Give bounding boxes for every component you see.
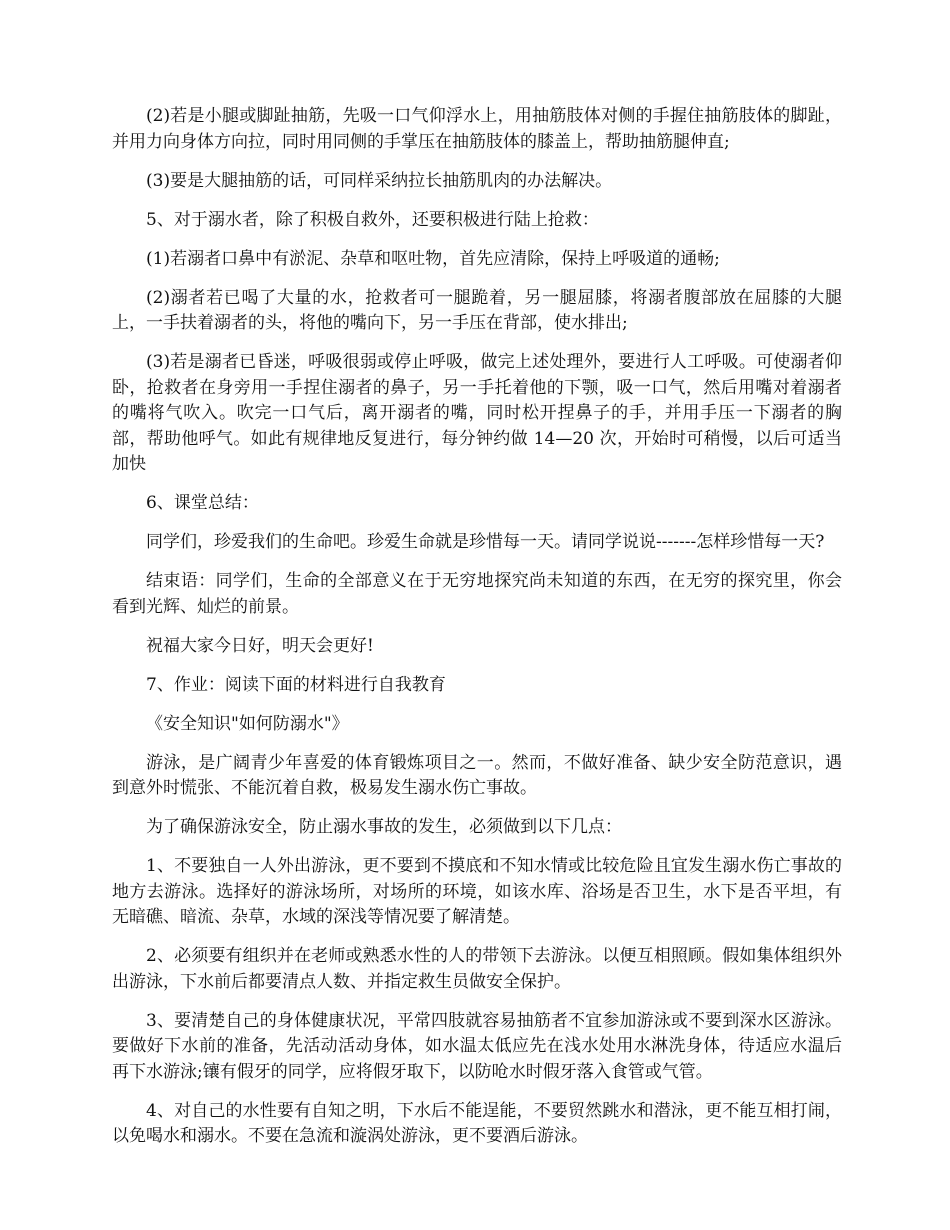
paragraph-point-4: 4、对自己的水性要有自知之明，下水后不能逞能，不要贸然跳水和潜泳，更不能互相打闹，以免喝水和溺水。不要在急流和漩涡处游泳，更不要酒后游泳。 xyxy=(112,1100,842,1146)
paragraph-artificial-respiration: (3)若是溺者已昏迷，呼吸很弱或停止呼吸，做完上述处理外，要进行人工呼吸。可使溺者仰卧，抢救者在身旁用一手捏住溺者的鼻子，另一手托着他的下颚，吸一口气，然后用嘴对着溺者的嘴将气吹入。吹完一口气后，离开溺者的嘴，同时松开捏鼻子的手，并用手压一下溺者的胸部，帮助他呼气。如此有规律地反复进行，每分钟约做 14—20 次，开始时可稍慢，以后可适当加快 xyxy=(112,352,842,474)
paragraph-homework-heading: 7、作业：阅读下面的材料进行自我教育 xyxy=(146,674,446,695)
paragraph-point-1: 1、不要独自一人外出游泳，更不要到不摸底和不知水情或比较危险且宜发生溺水伤亡事故的地方去游泳。选择好的游泳场所，对场所的环境，如该水库、浴场是否卫生，水下是否平坦，有无暗礁、暗流、杂草，水域的深浅等情况要了解清楚。 xyxy=(112,856,842,927)
paragraph-blessing: 祝福大家今日好，明天会更好! xyxy=(146,635,374,656)
paragraph-calf-cramp: (2)若是小腿或脚趾抽筋，先吸一口气仰浮水上，用抽筋肢体对侧的手握住抽筋肢体的脚趾，并用力向身体方向拉，同时用同侧的手掌压在抽筋肢体的膝盖上，帮助抽筋腿伸直; xyxy=(112,106,842,152)
paragraph-clear-airway: (1)若溺者口鼻中有淤泥、杂草和呕吐物，首先应清除，保持上呼吸道的通畅; xyxy=(146,248,720,269)
paragraph-material-title: 《安全知识"如何防溺水"》 xyxy=(146,713,349,734)
paragraph-cherish-life: 同学们，珍爱我们的生命吧。珍爱生命就是珍惜每一天。请同学说说-------怎样珍惜每一天? xyxy=(146,532,825,552)
paragraph-safety-points-intro: 为了确保游泳安全，防止溺水事故的发生，必须做到以下几点： xyxy=(146,817,622,837)
document-body xyxy=(112,104,842,1163)
paragraph-rescue-heading: 5、对于溺水者，除了积极自救外，还要积极进行陆上抢救： xyxy=(146,209,599,230)
paragraph-drain-water: (2)溺者若已喝了大量的水，抢救者可一腿跪着，另一腿屈膝，将溺者腹部放在屈膝的大腿上，一手扶着溺者的头，将他的嘴向下，另一手压在背部，使水排出; xyxy=(112,287,842,333)
paragraph-point-2: 2、必须要有组织并在老师或熟悉水性的人的带领下去游泳。以便互相照顾。假如集体组织外出游泳，下水前后都要清点人数、并指定救生员做安全保护。 xyxy=(112,946,842,992)
paragraph-swimming-intro: 游泳，是广阔青少年喜爱的体育锻炼项目之一。然而，不做好准备、缺少安全防范意识，遇到意外时慌张、不能沉着自救，极易发生溺水伤亡事故。 xyxy=(112,752,842,798)
paragraph-point-3: 3、要清楚自己的身体健康状况，平常四肢就容易抽筋者不宜参加游泳或不要到深水区游泳。要做好下水前的准备，先活动活动身体，如水温太低应先在浅水处用水淋洗身体，待适应水温后再下水游泳;镶有假牙的同学，应将假牙取下，以防呛水时假牙落入食管或气管。 xyxy=(112,1010,842,1082)
paragraph-thigh-cramp: (3)要是大腿抽筋的话，可同样采纳拉长抽筋肌肉的办法解决。 xyxy=(146,170,613,191)
paragraph-closing-remarks: 结束语：同学们，生命的全部意义在于无穷地探究尚未知道的东西，在无穷的探究里，你会看到光辉、灿烂的前景。 xyxy=(112,571,842,617)
paragraph-summary-heading: 6、课堂总结： xyxy=(146,493,259,513)
